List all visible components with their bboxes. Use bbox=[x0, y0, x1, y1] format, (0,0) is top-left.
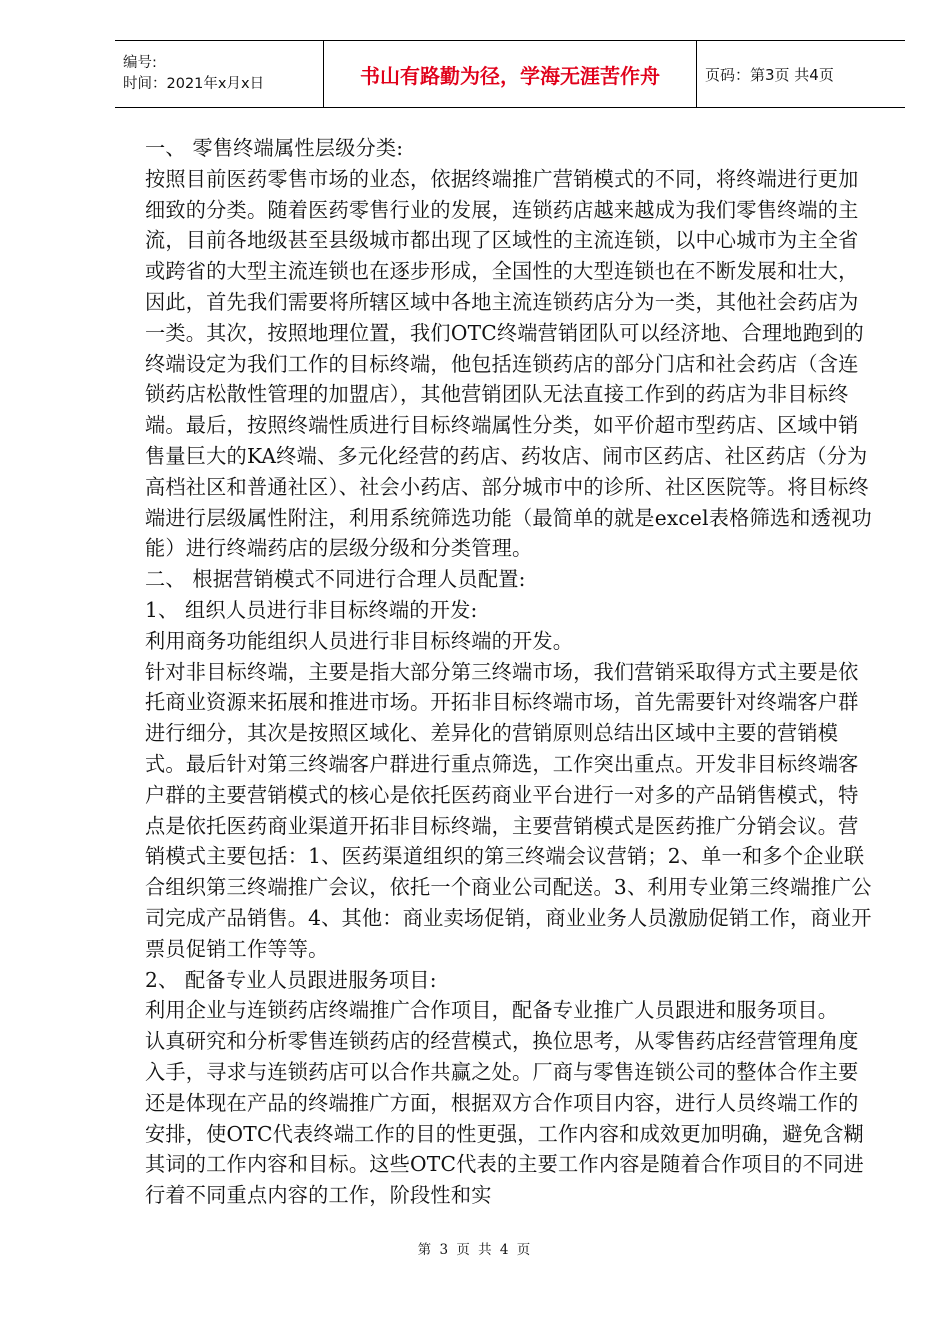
body-paragraph: 利用企业与连锁药店终端推广合作项目，配备专业推广人员跟进和服务项目。 bbox=[145, 998, 839, 1023]
header-motto: 书山有路勤为径，学海无涯苦作舟 bbox=[323, 41, 697, 107]
document-time-label: 时间：2021年x月x日 bbox=[123, 76, 265, 92]
document-number-label: 编号: bbox=[123, 55, 157, 71]
page-header bbox=[115, 40, 905, 108]
section-heading-2: 二、 根据营销模式不同进行合理人员配置: bbox=[145, 567, 526, 592]
body-paragraph: 利用商务功能组织人员进行非目标终端的开发。 bbox=[145, 628, 574, 653]
body-paragraph: 按照目前医药零售市场的业态，依据终端推广营销模式的不同，将终端进行更加细致的分类。随着医药零售行业的发展，连锁药店越来越成为我们零售终端的主流，目前各地级甚至县级城市都出现了区域性的主流连锁，以中心城市为主全省或跨省的大型主流连锁也在逐步形成，全国性的大型连锁也在不断发展和壮大，因此，首先我们需要将所辖区域中各地主流连锁药店分为一类，其他社会药店为一类。其次，按照地理位置，我们OTC终端营销团队可以经济地、合理地跑到的终端设定为我们工作的目标终端，他包括连锁药店的部分门店和社会药店（含连锁药店松散性管理的加盟店），其他营销团队无法直接工作到的药店为非目标终端。最后，按照终端性质进行目标终端属性分类，如平价超市型药店、区域中销售量巨大的KA终端、多元化经营的药店、药妆店、闹市区药店、社区药店（分为高档社区和普通社区）、社会小药店、部分城市中的诊所、社区医院等。将目标终端进行层级属性附注，利用系统筛选功能（最简单的就是excel表格筛选和透视功能）进行终端药店的层级分级和分类管理。 bbox=[145, 166, 872, 561]
header-page-label: 页码：第3页 共4页 bbox=[705, 65, 834, 84]
subsection-heading-1: 1、 组织人员进行非目标终端的开发: bbox=[145, 597, 478, 622]
body-paragraph: 针对非目标终端，主要是指大部分第三终端市场，我们营销采取得方式主要是依托商业资源来拓展和推进市场。开拓非目标终端市场，首先需要针对终端客户群进行细分，其次是按照区域化、差异化的营销原则总结出区域中主要的营销模式。最后针对第三终端客户群进行重点筛选，工作突出重点。开发非目标终端客户群的主要营销模式的核心是依托医药商业平台进行一对多的产品销售模式，特点是依托医药商业渠道开拓非目标终端，主要营销模式是医药推广分销会议。营销模式主要包括：1、医药渠道组织的第三终端会议营销；2、单一和多个企业联合组织第三终端推广会议，依托一个商业公司配送。3、利用专业第三终端推广公司完成产品销售。4、其他：商业卖场促销，商业业务人员激励促销工作，商业开票员促销工作等等。 bbox=[145, 659, 872, 961]
document-body bbox=[145, 133, 875, 1211]
page-footer: 第 3 页 共 4 页 bbox=[417, 1242, 533, 1258]
header-meta bbox=[115, 41, 323, 107]
subsection-heading-2: 2、 配备专业人员跟进服务项目: bbox=[145, 967, 437, 992]
section-heading-1: 一、 零售终端属性层级分类: bbox=[145, 136, 404, 160]
body-paragraph: 认真研究和分析零售连锁药店的经营模式，换位思考，从零售药店经营管理角度入手，寻求与连锁药店可以合作共赢之处。厂商与零售连锁公司的整体合作主要还是体现在产品的终端推广方面，根据双方合作项目内容，进行人员终端工作的安排，使OTC代表终端工作的目的性更强，工作内容和成效更加明确，避免含糊其词的工作内容和目标。这些OTC代表的主要工作内容是随着合作项目的不同进行着不同重点内容的工作，阶段性和实 bbox=[145, 1029, 864, 1208]
